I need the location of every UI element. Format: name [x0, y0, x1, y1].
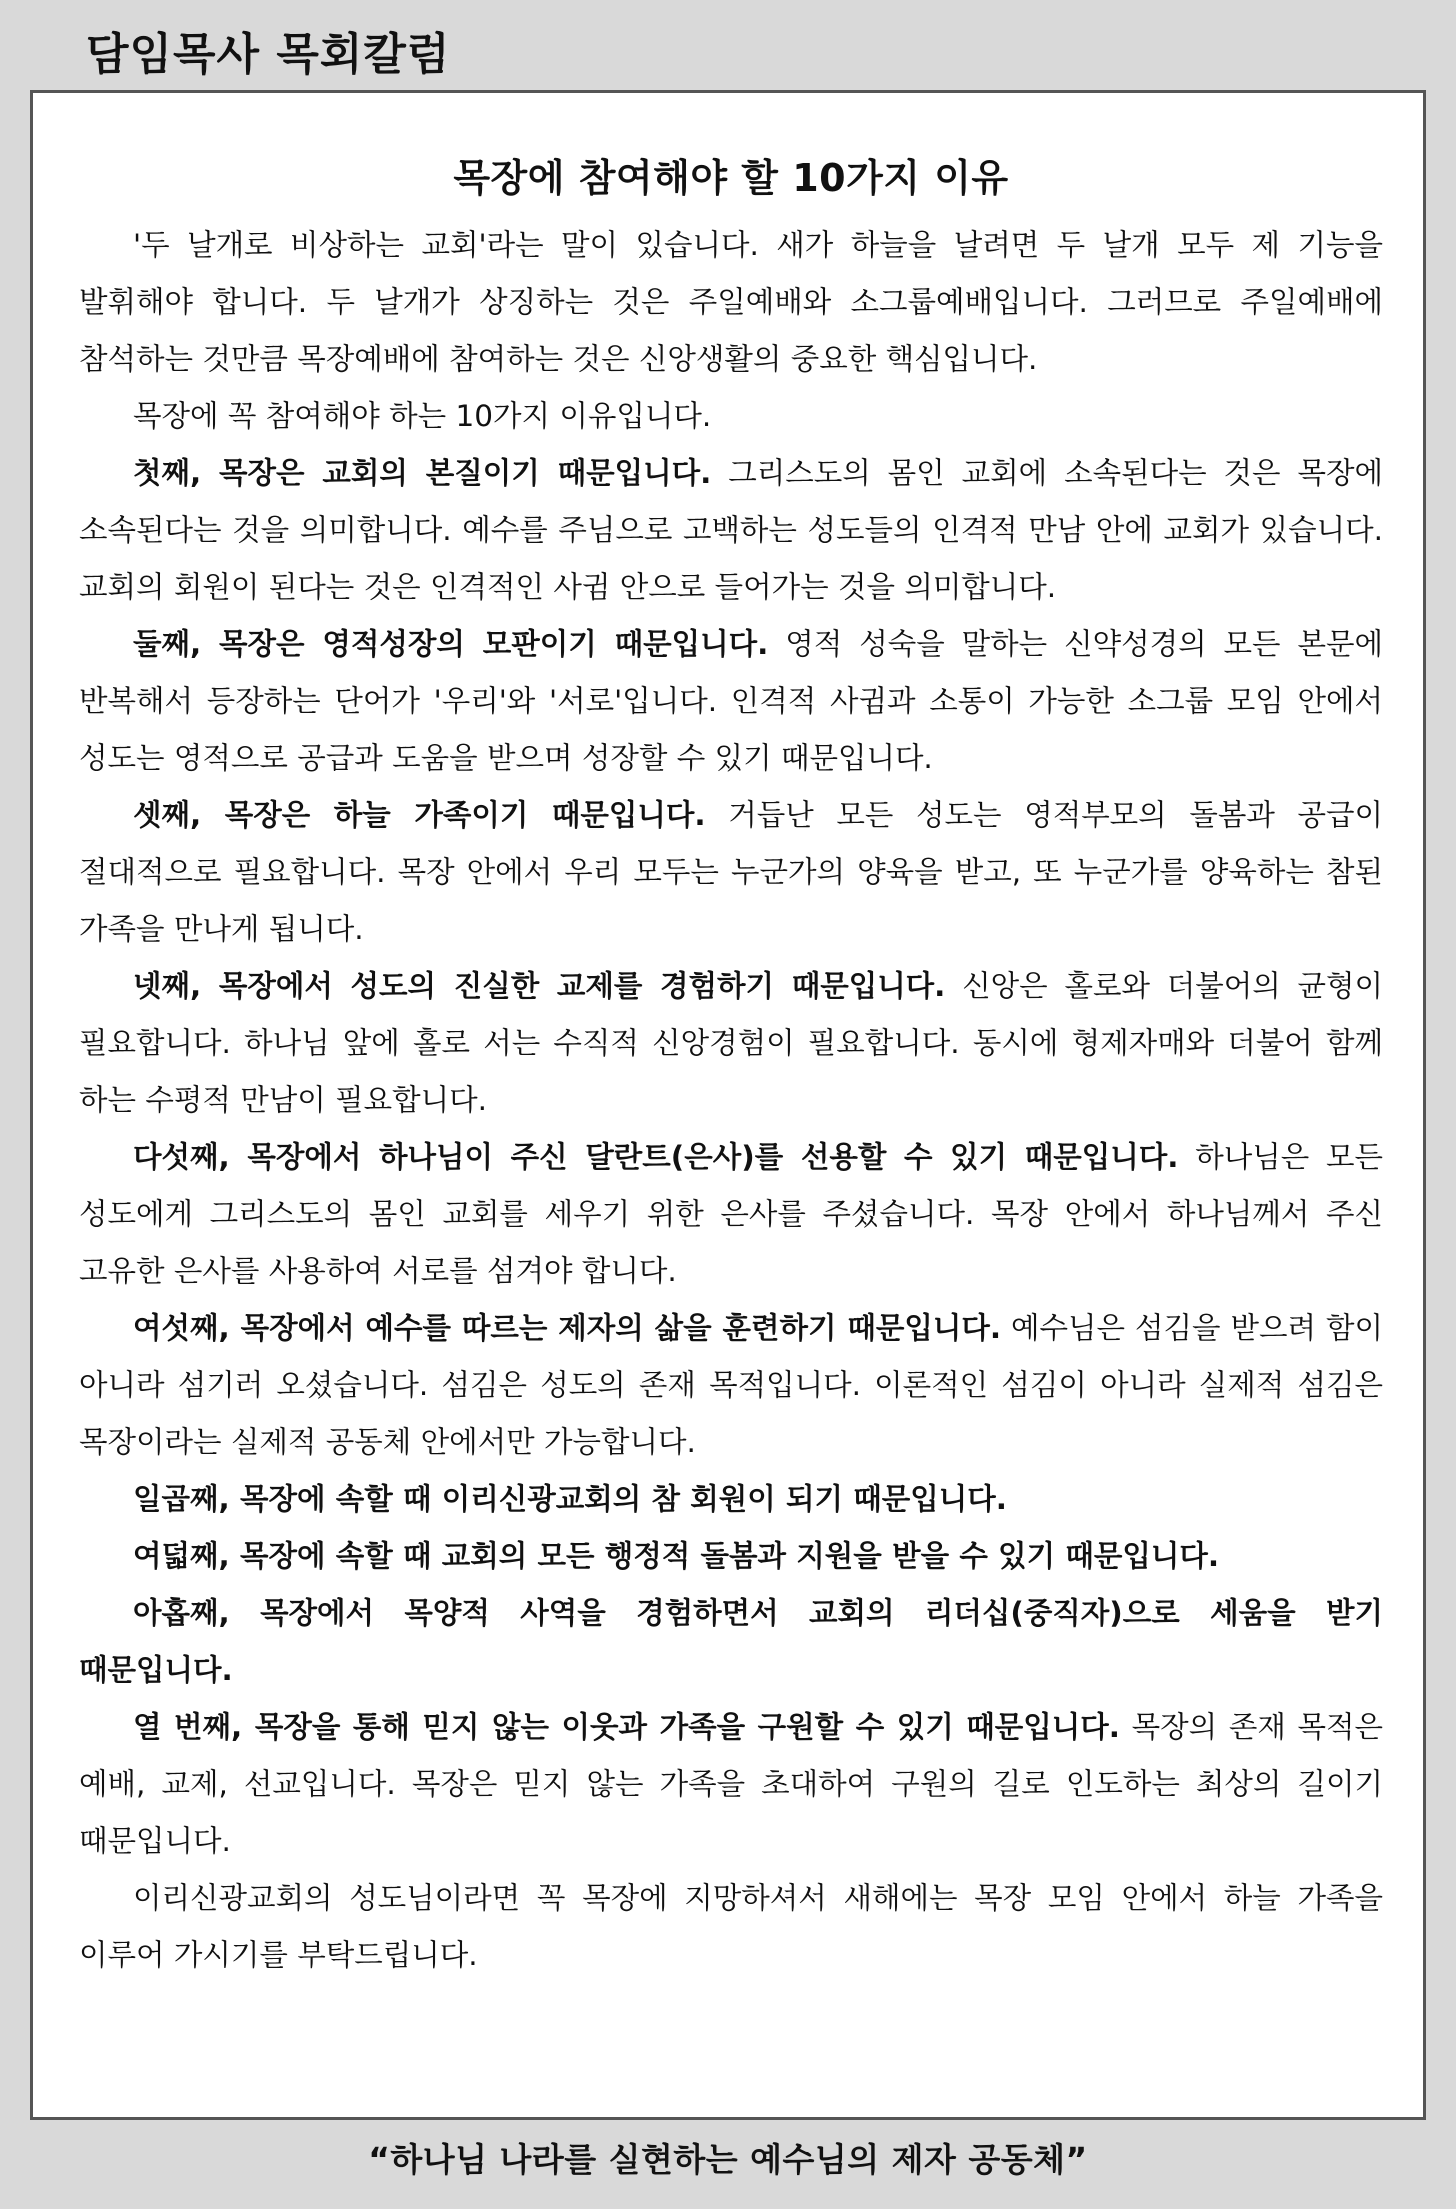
reason-1 — [79, 445, 1383, 616]
intro-summary: 목장에 꼭 참여해야 하는 10가지 이유입니다. — [133, 399, 712, 433]
reason-1-lead: 첫째, 목장은 교회의 본질이기 때문입니다. — [133, 456, 712, 490]
closing-paragraph: 이리신광교회의 성도님이라면 꼭 목장에 지망하셔서 새해에는 목장 모임 안에서 하늘 가족을 이루어 가시기를 부탁드립니다. — [79, 1881, 1383, 1972]
reason-3-lead: 셋째, 목장은 하늘 가족이기 때문입니다. — [133, 798, 706, 832]
reason-9-lead: 아홉째, 목장에서 목양적 사역을 경험하면서 교회의 리더십(중직자)으로 세움을 받기 때문입니다. — [79, 1596, 1383, 1687]
reason-3-body: 거듭난 모든 성도는 영적부모의 돌봄과 공급이 절대적으로 필요합니다. 목장 안에서 우리 모두는 누군가의 양육을 받고, 또 누군가를 양육하는 참된 가족을 만나게 됩니다. — [79, 798, 1383, 946]
reason-3 — [79, 787, 1383, 958]
reason-5-lead: 다섯째, 목장에서 하나님이 주신 달란트(은사)를 선용할 수 있기 때문입니다. — [133, 1140, 1179, 1174]
reason-7-lead: 일곱째, 목장에 속할 때 이리신광교회의 참 회원이 되기 때문입니다. — [133, 1482, 1007, 1516]
article-title: 목장에 참여해야 할 10가지 이유 — [453, 156, 1009, 200]
reason-10-lead: 열 번째, 목장을 통해 믿지 않는 이웃과 가족을 구원할 수 있기 때문입니다. — [133, 1710, 1121, 1744]
reason-4-body: 신앙은 홀로와 더불어의 균형이 필요합니다. 하나님 앞에 홀로 서는 수직적 신앙경험이 필요합니다. 동시에 형제자매와 더불어 함께 하는 수평적 만남이 필요합니다. — [79, 969, 1383, 1117]
column-panel — [30, 90, 1426, 2120]
reason-2-lead: 둘째, 목장은 영적성장의 모판이기 때문입니다. — [133, 627, 769, 661]
reason-5 — [79, 1129, 1383, 1300]
reason-10-body: 목장의 존재 목적은 예배, 교제, 선교입니다. 목장은 믿지 않는 가족을 초대하여 구원의 길로 인도하는 최상의 길이기 때문입니다. — [79, 1710, 1383, 1858]
reason-10 — [79, 1699, 1383, 1870]
reason-7 — [79, 1471, 1383, 1528]
reason-8-lead: 여덟째, 목장에 속할 때 교회의 모든 행정적 돌봄과 지원을 받을 수 있기 때문입니다. — [133, 1539, 1220, 1573]
intro-paragraph: '두 날개로 비상하는 교회'라는 말이 있습니다. 새가 하늘을 날려면 두 날개 모두 제 기능을 발휘해야 합니다. 두 날개가 상징하는 것은 주일예배와 소그룹예배입니다. 그러므로 주일예배에 참석하는 것만큼 목장예배에 참여하는 것은 신앙생활의 중요한 핵심입니다. — [79, 228, 1383, 376]
reason-6-lead: 여섯째, 목장에서 예수를 따르는 제자의 삶을 훈련하기 때문입니다. — [133, 1311, 1002, 1345]
reason-2-body: 영적 성숙을 말하는 신약성경의 모든 본문에 반복해서 등장하는 단어가 '우리'와 '서로'입니다. 인격적 사귐과 소통이 가능한 소그룹 모임 안에서 성도는 영적으로 공급과 도움을 받으며 성장할 수 있기 때문입니다. — [79, 627, 1383, 775]
reason-4 — [79, 958, 1383, 1129]
reason-6 — [79, 1300, 1383, 1471]
reason-9 — [79, 1585, 1383, 1699]
reason-4-lead: 넷째, 목장에서 성도의 진실한 교제를 경험하기 때문입니다. — [133, 969, 946, 1003]
reason-5-body: 하나님은 모든 성도에게 그리스도의 몸인 교회를 세우기 위한 은사를 주셨습니다. 목장 안에서 하나님께서 주신 고유한 은사를 사용하여 서로를 섬겨야 합니다. — [79, 1140, 1383, 1288]
reason-1-body: 그리스도의 몸인 교회에 소속된다는 것은 목장에 소속된다는 것을 의미합니다. 예수를 주님으로 고백하는 성도들의 인격적 만남 안에 교회가 있습니다. 교회의 회원이 된다는 것은 인격적인 사귐 안으로 들어가는 것을 의미합니다. — [79, 456, 1383, 604]
reason-6-body: 예수님은 섬김을 받으려 함이 아니라 섬기러 오셨습니다. 섬김은 성도의 존재 목적입니다. 이론적인 섬김이 아니라 실제적 섬김은 목장이라는 실제적 공동체 안에서만 가능합니다. — [79, 1311, 1383, 1459]
reason-2 — [79, 616, 1383, 787]
church-motto: “하나님 나라를 실현하는 예수님의 제자 공동체” — [368, 2140, 1088, 2179]
column-section-label: 담임목사 목회칼럼 — [86, 29, 451, 80]
reason-8 — [79, 1528, 1383, 1585]
